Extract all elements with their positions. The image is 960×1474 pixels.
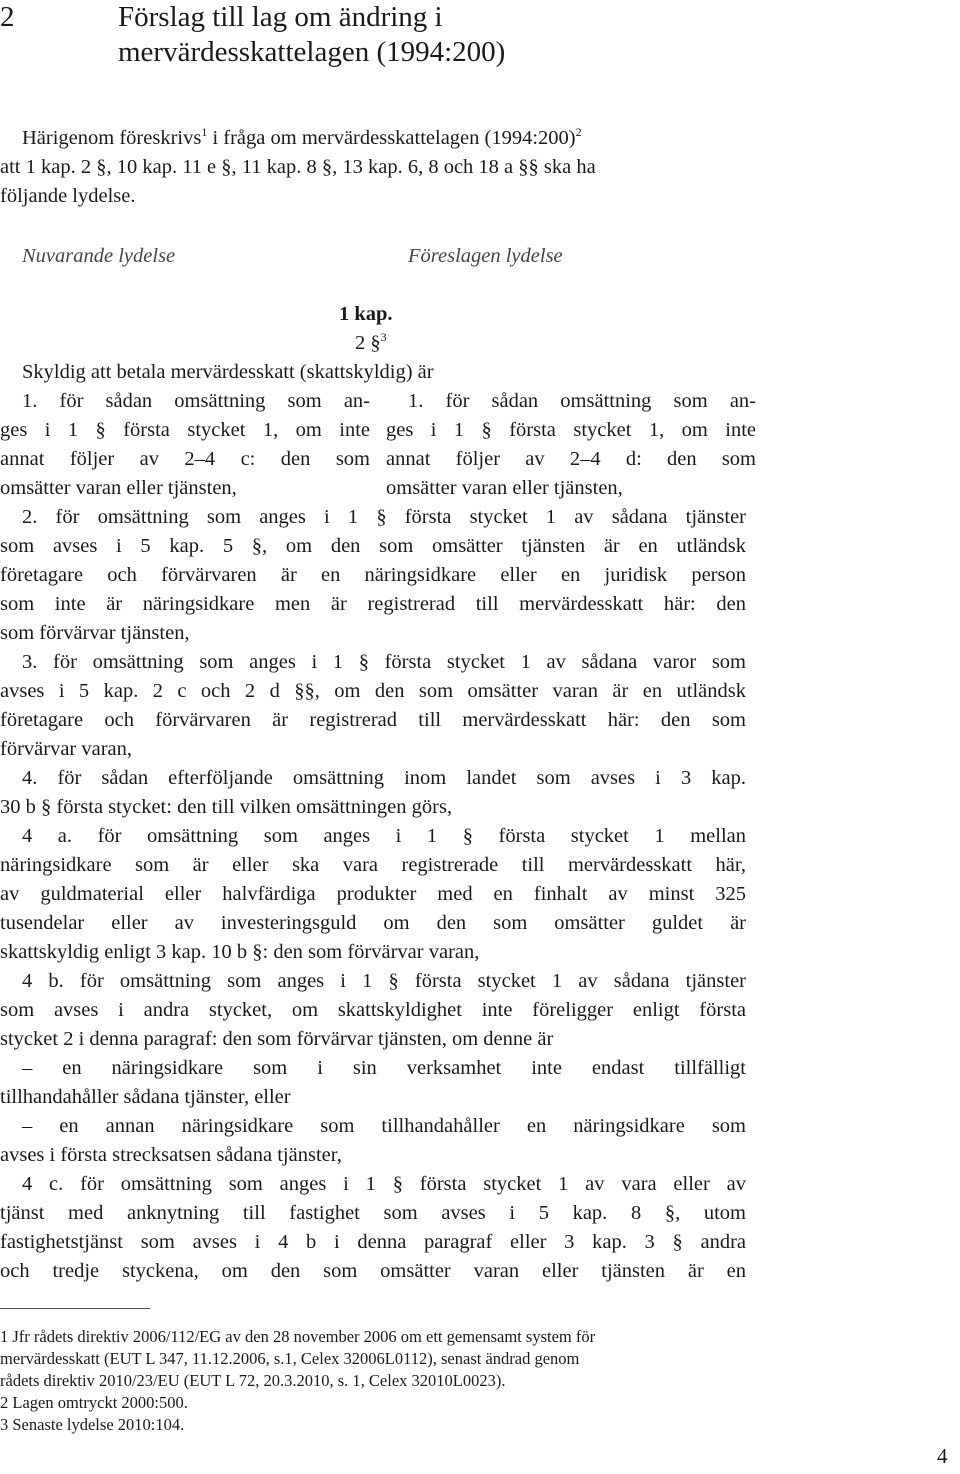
body-line: avses i första strecksatsen sådana tjänster, bbox=[0, 1144, 342, 1166]
paragraph-number: 2 § bbox=[355, 332, 381, 354]
body-line: fastighetstjänst som avses i 4 b i denna paragraf eller 3 kap. 3 § andra bbox=[0, 1231, 746, 1253]
current-line: 1. för sådan omsättning som an- bbox=[22, 390, 370, 412]
current-line: ges i 1 § första stycket 1, om inte bbox=[0, 419, 370, 441]
body-line: 3. för omsättning som anges i 1 § första stycket 1 av sådana varor som bbox=[22, 651, 746, 673]
body-line: – en näringsidkare som i sin verksamhet inte endast tillfälligt bbox=[22, 1057, 746, 1079]
body-line: av guldmaterial eller halvfärdiga produkter med en finhalt av minst 325 bbox=[0, 883, 746, 905]
body-line: tillhandahåller sådana tjänster, eller bbox=[0, 1086, 291, 1108]
body-line: som inte är näringsidkare men är registrerad till mervärdesskatt här: den bbox=[0, 593, 746, 615]
proposed-line: ges i 1 § första stycket 1, om inte bbox=[386, 419, 756, 441]
page-title-line-2: mervärdesskattelagen (1994:200) bbox=[118, 36, 506, 68]
body-line: näringsidkare som är eller ska vara registrerade till mervärdesskatt här, bbox=[0, 854, 746, 876]
footnote-ref-2: 2 bbox=[575, 125, 582, 140]
body-line: stycket 2 i denna paragraf: den som förvärvar tjänsten, om denne är bbox=[0, 1028, 554, 1050]
proposed-wording-column bbox=[386, 387, 756, 503]
page-title-line-1: Förslag till lag om ändring i bbox=[118, 1, 443, 33]
chapter-number: 2 bbox=[0, 1, 15, 33]
intro-text-a: Härigenom föreskrivs bbox=[22, 127, 202, 149]
footnote-ref-1: 1 bbox=[201, 125, 208, 140]
body-line: 30 b § första stycket: den till vilken omsättningen görs, bbox=[0, 796, 453, 818]
intro-text-b: i fråga om mervärdesskattelagen (1994:200) bbox=[207, 127, 576, 149]
chapter-heading: 1 kap. bbox=[339, 303, 393, 325]
body-line: tjänst med anknytning till fastighet som avses i 5 kap. 8 §, utom bbox=[0, 1202, 746, 1224]
body-line: – en annan näringsidkare som tillhandahåller en näringsidkare som bbox=[22, 1115, 746, 1137]
proposed-line: omsätter varan eller tjänsten, bbox=[386, 477, 623, 499]
body-line: företagare och förvärvaren är registrerad till mervärdesskatt här: den som bbox=[0, 709, 746, 731]
body-line: som avses i andra stycket, om skattskyldighet inte föreligger enligt första bbox=[0, 999, 746, 1021]
intro-line-3: följande lydelse. bbox=[0, 185, 136, 207]
paragraph-heading bbox=[355, 329, 387, 358]
footnote-1-line: mervärdesskatt (EUT L 347, 11.12.2006, s.1, Celex 32006L0112), senast ändrad genom bbox=[0, 1349, 580, 1368]
proposed-line: annat följer av 2–4 d: den som bbox=[386, 448, 756, 470]
current-wording-label: Nuvarande lydelse bbox=[22, 245, 176, 267]
body-line: avses i 5 kap. 2 c och 2 d §§, om den som omsätter varan är en utländsk bbox=[0, 680, 746, 702]
proposed-wording-label: Föreslagen lydelse bbox=[408, 245, 563, 267]
footnotes bbox=[0, 1326, 760, 1436]
current-line: omsätter varan eller tjänsten, bbox=[0, 477, 237, 499]
footnote-2: 2 Lagen omtryckt 2000:500. bbox=[0, 1393, 188, 1412]
section-lead: Skyldig att betala mervärdesskatt (skattskyldig) är bbox=[22, 361, 434, 383]
current-line: annat följer av 2–4 c: den som bbox=[0, 448, 370, 470]
proposed-line: 1. för sådan omsättning som an- bbox=[408, 390, 756, 412]
page-number: 4 bbox=[937, 1444, 948, 1468]
body-text bbox=[0, 503, 746, 1286]
intro-line-1 bbox=[22, 124, 582, 153]
current-wording-column bbox=[0, 387, 370, 503]
body-line: 2. för omsättning som anges i 1 § första stycket 1 av sådana tjänster bbox=[22, 506, 746, 528]
body-line: 4 c. för omsättning som anges i 1 § första stycket 1 av vara eller av bbox=[22, 1173, 746, 1195]
body-line: 4. för sådan efterföljande omsättning inom landet som avses i 3 kap. bbox=[22, 767, 746, 789]
body-line: 4 b. för omsättning som anges i 1 § första stycket 1 av sådana tjänster bbox=[22, 970, 746, 992]
footnote-3: 3 Senaste lydelse 2010:104. bbox=[0, 1415, 185, 1434]
intro-line-2: att 1 kap. 2 §, 10 kap. 11 e §, 11 kap. 8 §, 13 kap. 6, 8 och 18 a §§ ska ha bbox=[0, 156, 596, 178]
footnote-divider bbox=[0, 1308, 150, 1309]
footnote-1-line: rådets direktiv 2010/23/EU (EUT L 72, 20.3.2010, s. 1, Celex 32010L0023). bbox=[0, 1371, 506, 1390]
body-line: som avses i 5 kap. 5 §, om den som omsätter tjänsten är en utländsk bbox=[0, 535, 746, 557]
body-line: skattskyldig enligt 3 kap. 10 b §: den som förvärvar varan, bbox=[0, 941, 480, 963]
footnote-ref-3: 3 bbox=[380, 330, 387, 345]
body-line: förvärvar varan, bbox=[0, 738, 133, 760]
body-line: och tredje styckena, om den som omsätter varan eller tjänsten är en bbox=[0, 1260, 746, 1282]
body-line: 4 a. för omsättning som anges i 1 § första stycket 1 mellan bbox=[22, 825, 746, 847]
footnote-1-line: 1 Jfr rådets direktiv 2006/112/EG av den 28 november 2006 om ett gemensamt system för bbox=[0, 1327, 596, 1346]
body-line: tusendelar eller av investeringsguld om den som omsätter guldet är bbox=[0, 912, 746, 934]
body-line: företagare och förvärvaren är en näringsidkare eller en juridisk person bbox=[0, 564, 746, 586]
body-line: som förvärvar tjänsten, bbox=[0, 622, 190, 644]
